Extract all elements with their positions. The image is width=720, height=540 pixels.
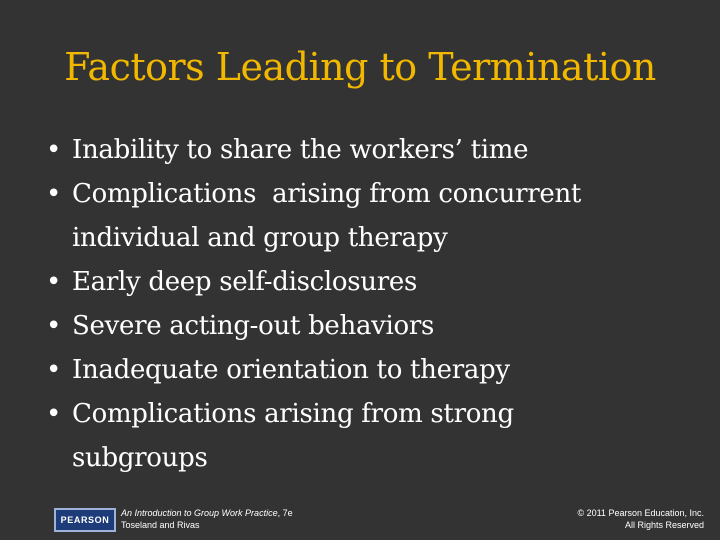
footer-book-edition: , 7e — [277, 508, 293, 518]
bullet-item — [46, 260, 706, 304]
bullet-marker: • — [46, 399, 62, 429]
bullet-list — [46, 128, 706, 480]
bullet-text-continuation: subgroups — [72, 443, 208, 473]
bullet-marker: • — [46, 355, 62, 385]
bullet-text: Severe acting-out behaviors — [72, 311, 435, 341]
pearson-logo-text: PEARSON — [60, 515, 110, 525]
footer-copyright-line1: © 2011 Pearson Education, Inc. — [577, 508, 704, 518]
bullet-text: Inadequate orientation to therapy — [72, 355, 510, 385]
bullet-text: Inability to share the workers’ time — [72, 135, 529, 165]
bullet-item — [46, 172, 706, 260]
bullet-marker: • — [46, 311, 62, 341]
bullet-text: Complications arising from strong — [72, 399, 514, 429]
bullet-item — [46, 348, 706, 392]
bullet-text: Early deep self-disclosures — [72, 267, 418, 297]
slide-title: Factors Leading to Termination — [64, 45, 656, 89]
bullet-item — [46, 392, 706, 480]
bullet-marker: • — [46, 179, 62, 209]
footer-book-title: An Introduction to Group Work Practice — [121, 508, 278, 518]
slide-footer — [0, 500, 720, 540]
bullet-marker: • — [46, 267, 62, 297]
bullet-item — [46, 128, 706, 172]
bullet-marker: • — [46, 135, 62, 165]
bullet-text: Complications arising from concurrent — [72, 179, 582, 209]
footer-book-credit — [121, 507, 293, 531]
bullet-item — [46, 304, 706, 348]
bullet-text-continuation: individual and group therapy — [72, 223, 448, 253]
footer-copyright-line2: All Rights Reserved — [624, 520, 704, 530]
pearson-logo — [54, 508, 116, 532]
footer-copyright — [577, 507, 704, 531]
footer-book-authors: Toseland and Rivas — [121, 520, 200, 530]
